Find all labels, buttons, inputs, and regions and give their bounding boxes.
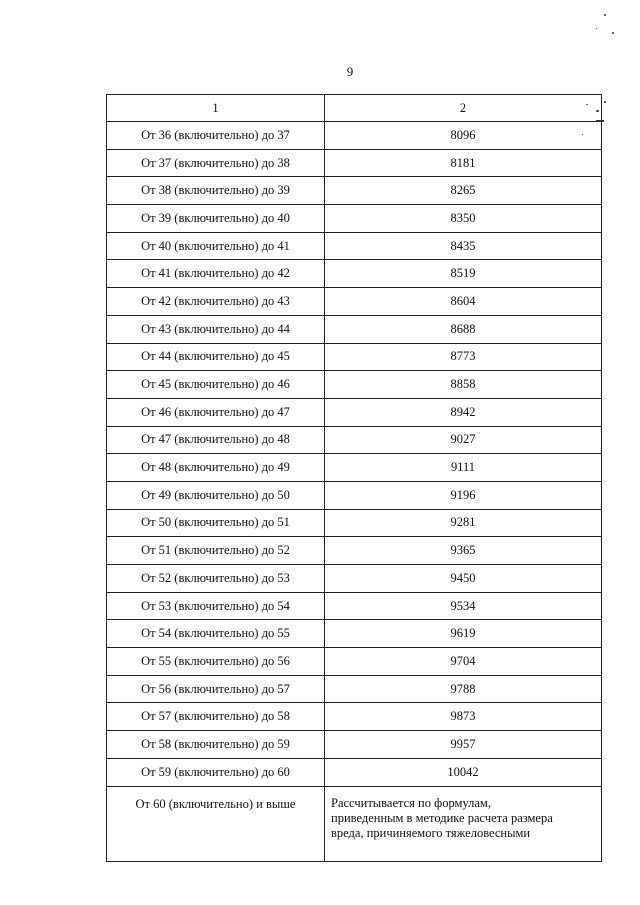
value-cell: 8858 xyxy=(325,371,602,399)
table-body xyxy=(107,122,602,862)
value-cell: 8773 xyxy=(325,343,602,371)
value-cell: 8181 xyxy=(325,149,602,177)
table-row xyxy=(107,288,602,316)
table-row xyxy=(107,731,602,759)
column-header-2: 2 xyxy=(325,95,602,122)
table-row xyxy=(107,177,602,205)
table-row xyxy=(107,509,602,537)
value-cell: 8350 xyxy=(325,205,602,233)
rates-table xyxy=(106,94,602,862)
table-row xyxy=(107,232,602,260)
range-cell: От 44 (включительно) до 45 xyxy=(107,343,325,371)
range-cell: От 48 (включительно) до 49 xyxy=(107,454,325,482)
table-row xyxy=(107,315,602,343)
value-cell: 8519 xyxy=(325,260,602,288)
range-cell: От 42 (включительно) до 43 xyxy=(107,288,325,316)
value-cell: 9957 xyxy=(325,731,602,759)
value-cell: 9873 xyxy=(325,703,602,731)
table-row xyxy=(107,592,602,620)
value-cell: 9534 xyxy=(325,592,602,620)
scan-speck xyxy=(596,28,597,29)
table-row xyxy=(107,260,602,288)
description-line: Рассчитывается по формулам, xyxy=(331,795,491,810)
range-cell: От 43 (включительно) до 44 xyxy=(107,315,325,343)
value-cell: 10042 xyxy=(325,758,602,786)
scan-speck xyxy=(596,110,599,112)
scan-speck xyxy=(604,101,606,103)
range-cell: От 39 (включительно) до 40 xyxy=(107,205,325,233)
table-row xyxy=(107,454,602,482)
value-cell: 9365 xyxy=(325,537,602,565)
scan-speck xyxy=(596,120,604,122)
table-row xyxy=(107,481,602,509)
range-cell: От 56 (включительно) до 57 xyxy=(107,675,325,703)
range-cell: От 37 (включительно) до 38 xyxy=(107,149,325,177)
value-cell: 9788 xyxy=(325,675,602,703)
range-cell: От 59 (включительно) до 60 xyxy=(107,758,325,786)
range-cell: От 40 (включительно) до 41 xyxy=(107,232,325,260)
value-cell: 8096 xyxy=(325,122,602,150)
table-row xyxy=(107,703,602,731)
table-row xyxy=(107,648,602,676)
range-cell: От 54 (включительно) до 55 xyxy=(107,620,325,648)
range-cell: От 50 (включительно) до 51 xyxy=(107,509,325,537)
range-cell: От 38 (включительно) до 39 xyxy=(107,177,325,205)
range-cell: От 55 (включительно) до 56 xyxy=(107,648,325,676)
range-cell: От 46 (включительно) до 47 xyxy=(107,398,325,426)
value-cell: 9027 xyxy=(325,426,602,454)
table-row xyxy=(107,426,602,454)
value-cell: 8688 xyxy=(325,315,602,343)
description-line: приведенным в методике расчета размера xyxy=(331,810,553,825)
value-cell: 9196 xyxy=(325,481,602,509)
range-cell: От 51 (включительно) до 52 xyxy=(107,537,325,565)
value-cell-description xyxy=(325,786,602,861)
table-row xyxy=(107,343,602,371)
value-cell: 9619 xyxy=(325,620,602,648)
value-cell: 8942 xyxy=(325,398,602,426)
range-cell: От 36 (включительно) до 37 xyxy=(107,122,325,150)
table-row-last xyxy=(107,786,602,861)
value-cell: 9111 xyxy=(325,454,602,482)
range-cell: От 57 (включительно) до 58 xyxy=(107,703,325,731)
value-cell: 8435 xyxy=(325,232,602,260)
value-cell: 9704 xyxy=(325,648,602,676)
range-cell: От 53 (включительно) до 54 xyxy=(107,592,325,620)
table-header-row xyxy=(107,95,602,122)
scan-speck xyxy=(604,14,606,16)
range-cell: От 58 (включительно) до 59 xyxy=(107,731,325,759)
table-row xyxy=(107,675,602,703)
table-row xyxy=(107,122,602,150)
table-row xyxy=(107,398,602,426)
table-row xyxy=(107,537,602,565)
range-cell: От 47 (включительно) до 48 xyxy=(107,426,325,454)
description-line: вреда, причиняемого тяжеловесными xyxy=(331,825,531,840)
page-number: 9 xyxy=(346,64,354,79)
range-cell: От 41 (включительно) до 42 xyxy=(107,260,325,288)
table-row xyxy=(107,620,602,648)
column-header-1: 1 xyxy=(107,95,325,122)
range-cell: От 49 (включительно) до 50 xyxy=(107,481,325,509)
table-row xyxy=(107,758,602,786)
scan-speck xyxy=(586,104,588,105)
value-cell: 8265 xyxy=(325,177,602,205)
range-cell: От 52 (включительно) до 53 xyxy=(107,565,325,593)
value-cell: 9281 xyxy=(325,509,602,537)
range-cell: От 45 (включительно) до 46 xyxy=(107,371,325,399)
value-cell: 9450 xyxy=(325,565,602,593)
scan-speck xyxy=(612,32,614,34)
scan-speck xyxy=(582,134,583,135)
table-row xyxy=(107,149,602,177)
table-row xyxy=(107,565,602,593)
table-row xyxy=(107,371,602,399)
value-cell: 8604 xyxy=(325,288,602,316)
table-row xyxy=(107,205,602,233)
range-cell: От 60 (включительно) и выше xyxy=(107,786,325,861)
